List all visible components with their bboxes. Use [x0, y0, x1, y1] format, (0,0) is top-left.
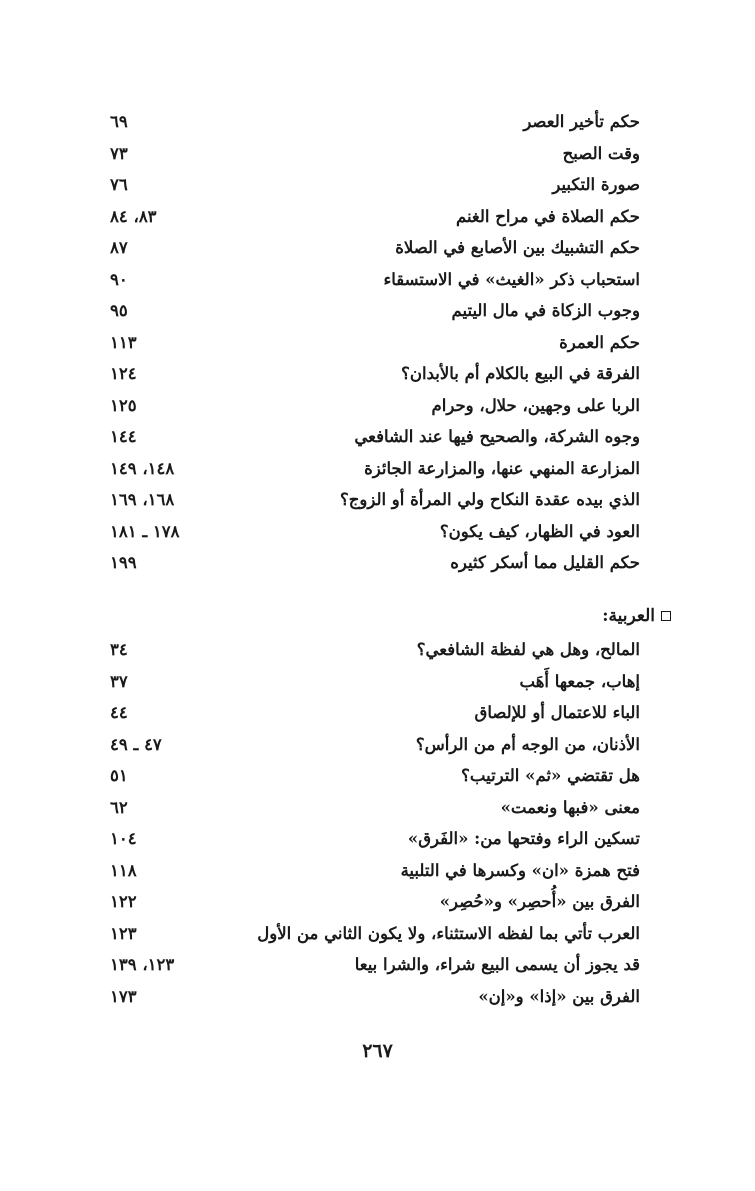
entry-page-refs: ٧٣ — [110, 143, 128, 163]
entry-page-refs: ١٢٤ — [110, 364, 137, 383]
index-entry — [110, 427, 640, 459]
entry-page-refs: ٦٢ — [110, 797, 128, 817]
index-entry — [110, 490, 640, 522]
index-entry — [110, 144, 640, 176]
entry-topic: فتح همزة «ان» وكسرها في التلبية — [400, 860, 640, 880]
entry-topic: هل تقتضي «ثم» الترتيب؟ — [461, 766, 640, 785]
arabic-section-heading — [602, 606, 671, 626]
entry-page-refs: ١٢٣ — [110, 923, 137, 943]
section-heading-label: العربية: — [602, 606, 655, 626]
entry-topic: حكم التشبيك بين الأصابع في الصلاة — [395, 238, 640, 257]
entry-page-refs: ٨٧ — [110, 238, 128, 257]
entry-page-refs: ٩٠ — [110, 269, 128, 289]
entry-topic: وجوه الشركة، والصحيح فيها عند الشافعي — [354, 427, 640, 446]
entry-topic: وقت الصبح — [562, 143, 640, 163]
index-entry — [110, 522, 640, 554]
entry-topic: الأذنان، من الوجه أم من الرأس؟ — [415, 734, 640, 754]
entry-topic: العرب تأتي بما لفظه الاستثناء، ولا يكون الثاني من الأول — [257, 923, 640, 943]
entry-page-refs: ٤٤ — [110, 703, 128, 722]
entry-topic: الذي بيده عقدة النكاح ولي المرأة أو الزوج؟ — [339, 490, 640, 509]
index-entry — [110, 798, 640, 830]
entry-topic: استحباب ذكر «الغيث» في الاستسقاء — [383, 269, 640, 289]
entry-page-refs: ١٢٥ — [110, 395, 137, 415]
entry-page-refs: ١١٨ — [110, 860, 137, 880]
arabic-index-list — [110, 640, 640, 1018]
entry-page-refs: ٣٧ — [110, 671, 128, 691]
entry-page-refs: ٤٧ ـ ٤٩ — [110, 734, 162, 754]
entry-topic: حكم الصلاة في مراح الغنم — [455, 206, 640, 226]
entry-page-refs: ١١٣ — [110, 332, 137, 352]
entry-topic: تسكين الراء وفتحها من: «الفَرق» — [407, 829, 640, 848]
index-entry — [110, 364, 640, 396]
index-entry — [110, 175, 640, 207]
index-entry — [110, 987, 640, 1019]
entry-topic: وجوب الزكاة في مال اليتيم — [451, 301, 640, 320]
entry-topic: الفرق بين «أُحصِر» و«حُصِر» — [439, 892, 640, 911]
entry-page-refs: ١٧٣ — [110, 986, 137, 1006]
entry-page-refs: ١٦٨، ١٦٩ — [110, 490, 175, 509]
entry-topic: إهاب، جمعها أَهَب — [519, 671, 640, 691]
index-entry — [110, 735, 640, 767]
index-entry — [110, 861, 640, 893]
entry-page-refs: ١٩٩ — [110, 553, 137, 572]
entry-topic: المالح، وهل هي لفظة الشافعي؟ — [416, 640, 640, 659]
index-entry — [110, 640, 640, 672]
index-entry — [110, 703, 640, 735]
entry-topic: المزارعة المنهي عنها، والمزارعة الجائزة — [364, 458, 640, 478]
entry-topic: الفرقة في البيع بالكلام أم بالأبدان؟ — [401, 364, 640, 383]
index-entry — [110, 892, 640, 924]
entry-page-refs: ١٤٨، ١٤٩ — [110, 458, 175, 478]
entry-topic: الباء للاعتمال أو للإلصاق — [474, 703, 640, 722]
index-entry — [110, 766, 640, 798]
index-entry — [110, 270, 640, 302]
index-entry — [110, 672, 640, 704]
index-entry — [110, 301, 640, 333]
page-number: ٢٦٧ — [362, 1040, 393, 1062]
index-entry — [110, 955, 640, 987]
index-entry — [110, 396, 640, 428]
entry-page-refs: ١٧٨ ـ ١٨١ — [110, 521, 180, 541]
entry-topic: معنى «فبها ونعمت» — [500, 797, 640, 817]
index-entry — [110, 924, 640, 956]
entry-page-refs: ٥١ — [110, 766, 128, 785]
index-entry — [110, 553, 640, 585]
entry-page-refs: ٧٦ — [110, 175, 128, 194]
index-entry — [110, 333, 640, 365]
entry-page-refs: ١٢٢ — [110, 892, 137, 911]
entry-topic: حكم تأخير العصر — [523, 112, 640, 131]
entry-page-refs: ١٢٣، ١٣٩ — [110, 955, 175, 974]
entry-topic: حكم القليل مما أسكر كثيره — [450, 553, 640, 572]
entry-page-refs: ٨٣، ٨٤ — [110, 206, 157, 226]
entry-topic: العود في الظهار، كيف يكون؟ — [439, 521, 640, 541]
entry-page-refs: ٦٩ — [110, 112, 128, 131]
entry-topic: قد يجوز أن يسمى البيع شراء، والشرا بيعا — [354, 955, 640, 974]
entry-page-refs: ١٤٤ — [110, 427, 137, 446]
entry-topic: الفرق بين «إذا» و«إن» — [478, 986, 640, 1006]
index-entry — [110, 459, 640, 491]
entry-page-refs: ٩٥ — [110, 301, 128, 320]
entry-topic: صورة التكبير — [552, 175, 640, 194]
entry-topic: حكم العمرة — [559, 332, 640, 352]
index-entry — [110, 112, 640, 144]
fiqh-index-list — [110, 112, 640, 585]
square-bullet-icon — [661, 611, 671, 621]
index-entry — [110, 238, 640, 270]
index-entry — [110, 207, 640, 239]
entry-page-refs: ١٠٤ — [110, 829, 137, 848]
index-entry — [110, 829, 640, 861]
entry-page-refs: ٣٤ — [110, 640, 128, 659]
entry-topic: الربا على وجهين، حلال، وحرام — [431, 395, 640, 415]
